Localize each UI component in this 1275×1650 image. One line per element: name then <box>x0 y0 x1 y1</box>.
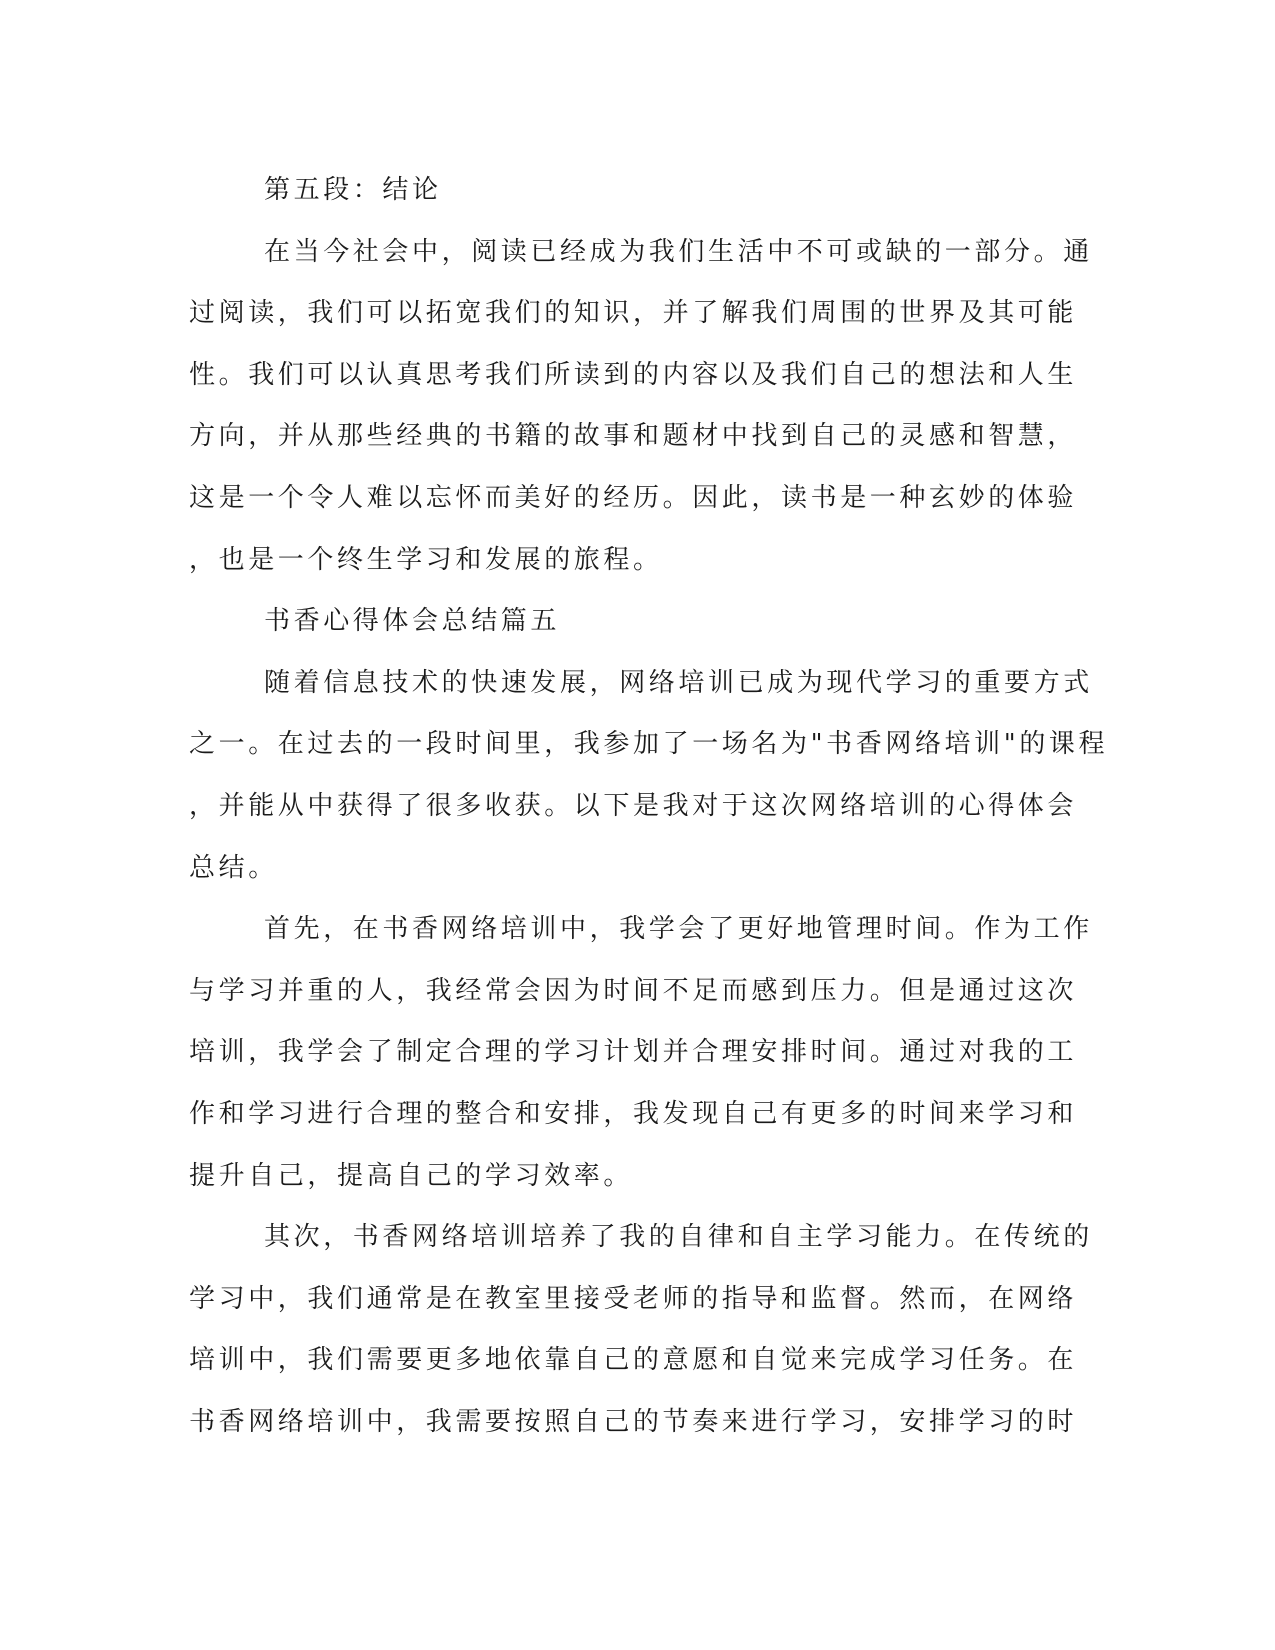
paragraph-line: 提升自己，提高自己的学习效率。 <box>189 1160 634 1191</box>
paragraph-line: 性。我们可以认真思考我们所读到的内容以及我们自己的想法和人生 <box>189 359 1078 390</box>
paragraph-line: 培训，我学会了制定合理的学习计划并合理安排时间。通过对我的工 <box>189 1037 1078 1068</box>
paragraph-line: 与学习并重的人，我经常会因为时间不足而感到压力。但是通过这次 <box>189 975 1078 1006</box>
paragraph-line: ，并能从中获得了很多收获。以下是我对于这次网络培训的心得体会 <box>189 790 1078 821</box>
paragraph-line: 学习中，我们通常是在教室里接受老师的指导和监督。然而，在网络 <box>189 1283 1078 1314</box>
paragraph-line: 过阅读，我们可以拓宽我们的知识，并了解我们周围的世界及其可能 <box>189 298 1078 329</box>
paragraph-line: ，也是一个终生学习和发展的旅程。 <box>189 544 663 575</box>
paragraph-line: 随着信息技术的快速发展，网络培训已成为现代学习的重要方式 <box>264 667 1093 698</box>
paragraph-line: 作和学习进行合理的整合和安排，我发现自己有更多的时间来学习和 <box>189 1098 1078 1129</box>
paragraph-line: 培训中，我们需要更多地依靠自己的意愿和自觉来完成学习任务。在 <box>189 1345 1078 1376</box>
article-title: 书香心得体会总结篇五 <box>264 606 561 637</box>
paragraph-line: 之一。在过去的一段时间里，我参加了一场名为"书香网络培训"的课程 <box>189 729 1109 760</box>
paragraph-line: 书香网络培训中，我需要按照自己的节奏来进行学习，安排学习的时 <box>189 1406 1078 1437</box>
paragraph-line: 方向，并从那些经典的书籍的故事和题材中找到自己的灵感和智慧， <box>189 421 1078 452</box>
paragraph-line: 在当今社会中，阅读已经成为我们生活中不可或缺的一部分。通 <box>264 236 1093 267</box>
paragraph-line: 总结。 <box>189 852 278 883</box>
paragraph-line: 首先，在书香网络培训中，我学会了更好地管理时间。作为工作 <box>264 914 1093 945</box>
document-body <box>189 160 1109 1453</box>
paragraph-line: 这是一个令人难以忘怀而美好的经历。因此，读书是一种玄妙的体验 <box>189 482 1078 513</box>
section-heading: 第五段：结论 <box>264 175 442 205</box>
paragraph-line: 其次，书香网络培训培养了我的自律和自主学习能力。在传统的 <box>264 1222 1093 1253</box>
